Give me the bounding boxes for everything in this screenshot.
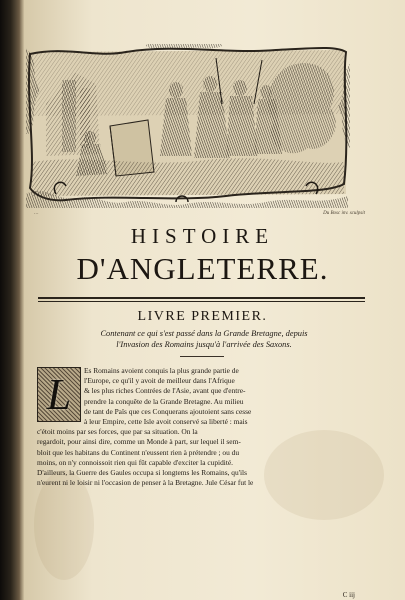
body-text — [37, 366, 362, 488]
body-line: c'étoit moins par ses forces, que par sa situation. On la — [37, 427, 198, 437]
body-line: n'eurent ni le loisir ni l'occasion de penser à la Bretagne. Jule César fut le — [37, 478, 254, 488]
book-heading: LIVRE PREMIER. — [137, 309, 268, 324]
body-line: prendre la conquête de la Grande Bretagne. Au milieu — [84, 396, 244, 406]
body-line: de tant de Païs que ces Conquerans ajoutoient sans cesse — [84, 406, 252, 416]
dropcap-letter: L — [46, 370, 72, 419]
title-rule-thick — [38, 297, 365, 299]
subtitle-rule — [180, 356, 224, 357]
title-histoire: HISTOIRE — [130, 224, 275, 248]
page-signature: C iij — [342, 591, 355, 599]
body-line: l'Europe, ce qu'il y avoit de meilleur dans l'Afrique — [84, 376, 235, 386]
engraved-vignette — [26, 44, 350, 208]
book-gutter — [0, 0, 24, 600]
body-line: bloit que les habitans du Continent n'eussent rien à prétendre ; ou du — [37, 447, 240, 457]
engraving-credit-right: Du Bosc inv. sculpsit — [323, 211, 365, 216]
body-line: & les plus riches Contrées de l'Asie, avant que d'entre- — [84, 386, 246, 396]
body-line: moins, on n'y connoissoit rien qui fût capable d'exciter la cupidité. — [37, 457, 234, 467]
body-line: regardoit, pour ainsi dire, comme un Monde à part, sur lequel il sem- — [37, 437, 241, 447]
subtitle-line-2: l'Invasion des Romains jusqu'à l'arrivée des Saxons. — [116, 340, 292, 349]
book-subtitle — [44, 328, 364, 350]
title-angleterre: D'ANGLETERRE. — [76, 251, 329, 286]
engraving-credit-left: … — [34, 211, 39, 216]
body-line: à leur Empire, cette Isle avoit conservé sa liberté : mais — [84, 417, 248, 427]
subtitle-line-1: Contenant ce qui s'est passé dans la Grande Bretagne, depuis — [100, 329, 308, 338]
body-line: D'ailleurs, la Guerre des Gaules occupa si longtems les Romains, qu'ils — [37, 468, 247, 478]
vignette-engraving-icon — [26, 44, 350, 208]
title-rule-thin — [38, 301, 365, 302]
body-line: Es Romains avoient conquis la plus grande partie de — [84, 366, 239, 375]
